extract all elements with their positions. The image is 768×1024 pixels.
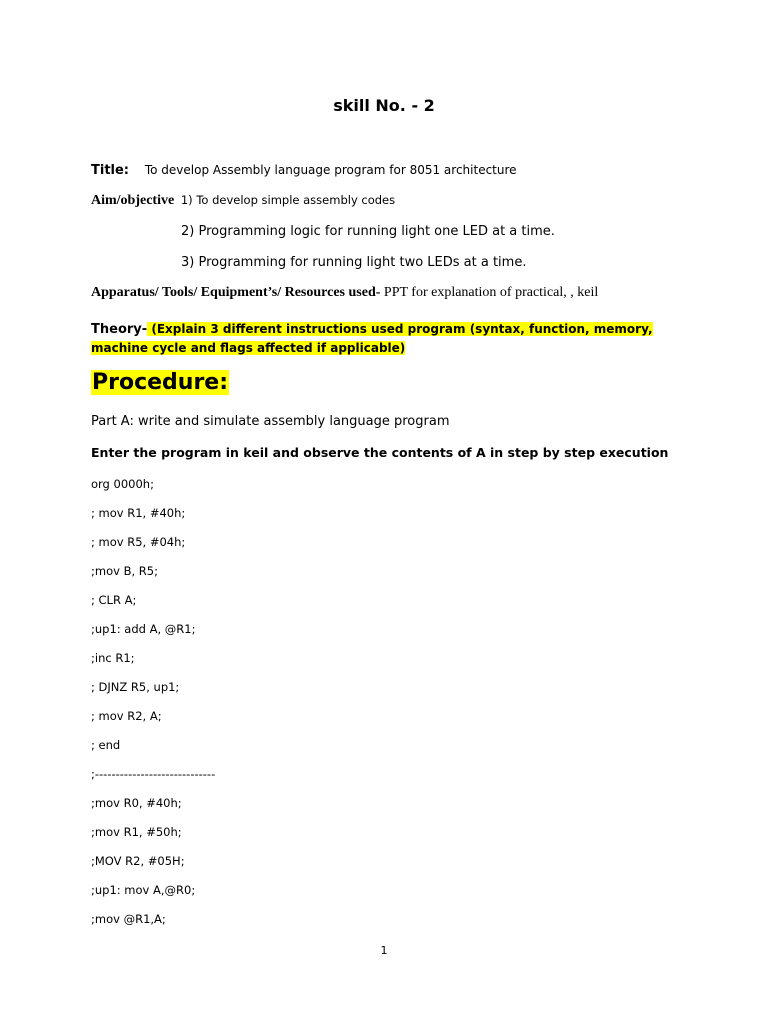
code-line: ;mov B, R5;: [91, 564, 158, 578]
theory-highlighted-text: (Explain 3 different instructions used program (syntax, function, memory, machine cycle and flags affected if applicable): [91, 322, 653, 355]
apparatus-row: [91, 285, 598, 301]
code-line: ;MOV R2, #05H;: [91, 854, 185, 868]
aim-item-1: 1) To develop simple assembly codes: [180, 193, 396, 207]
page-number: 1: [380, 944, 388, 957]
code-line: ;mov R0, #40h;: [91, 796, 182, 810]
code-line: ;mov @R1,A;: [91, 912, 166, 926]
instruction-text: Enter the program in keil and observe the contents of A in step by step execution: [91, 445, 669, 460]
aim-row: [91, 193, 395, 209]
title-text: To develop Assembly language program for 8051 architecture: [144, 163, 517, 177]
aim-item-2: 2) Programming logic for running light one LED at a time.: [181, 224, 555, 239]
title-label: Title:: [91, 163, 130, 178]
code-line: ; mov R5, #04h;: [91, 535, 186, 549]
code-line: ; DJNZ R5, up1;: [91, 680, 180, 694]
aim-item-3: 3) Programming for running light two LEDs at a time.: [181, 255, 527, 270]
code-line: ;inc R1;: [91, 651, 135, 665]
theory-label: Theory-: [91, 322, 148, 337]
code-line: org 0000h;: [91, 477, 154, 491]
code-line: ; end: [91, 738, 121, 752]
code-line: ; mov R2, A;: [91, 709, 162, 723]
apparatus-text: PPT for explanation of practical, , keil: [380, 285, 599, 300]
code-line: ;up1: mov A,@R0;: [91, 883, 196, 897]
code-line: ;up1: add A, @R1;: [91, 622, 196, 636]
code-line: ; CLR A;: [91, 593, 137, 607]
part-a-text: Part A: write and simulate assembly language program: [91, 414, 450, 429]
aim-label: Aim/objective: [91, 193, 175, 208]
title-row: [91, 163, 517, 178]
code-separator: ;-----------------------------: [91, 767, 216, 781]
apparatus-label: Apparatus/ Tools/ Equipment’s/ Resources used-: [91, 285, 381, 300]
code-line: ; mov R1, #40h;: [91, 506, 186, 520]
theory-block: [91, 320, 691, 358]
code-line: ;mov R1, #50h;: [91, 825, 182, 839]
procedure-heading: Procedure:: [92, 370, 229, 395]
page-heading: skill No. - 2: [333, 96, 435, 115]
